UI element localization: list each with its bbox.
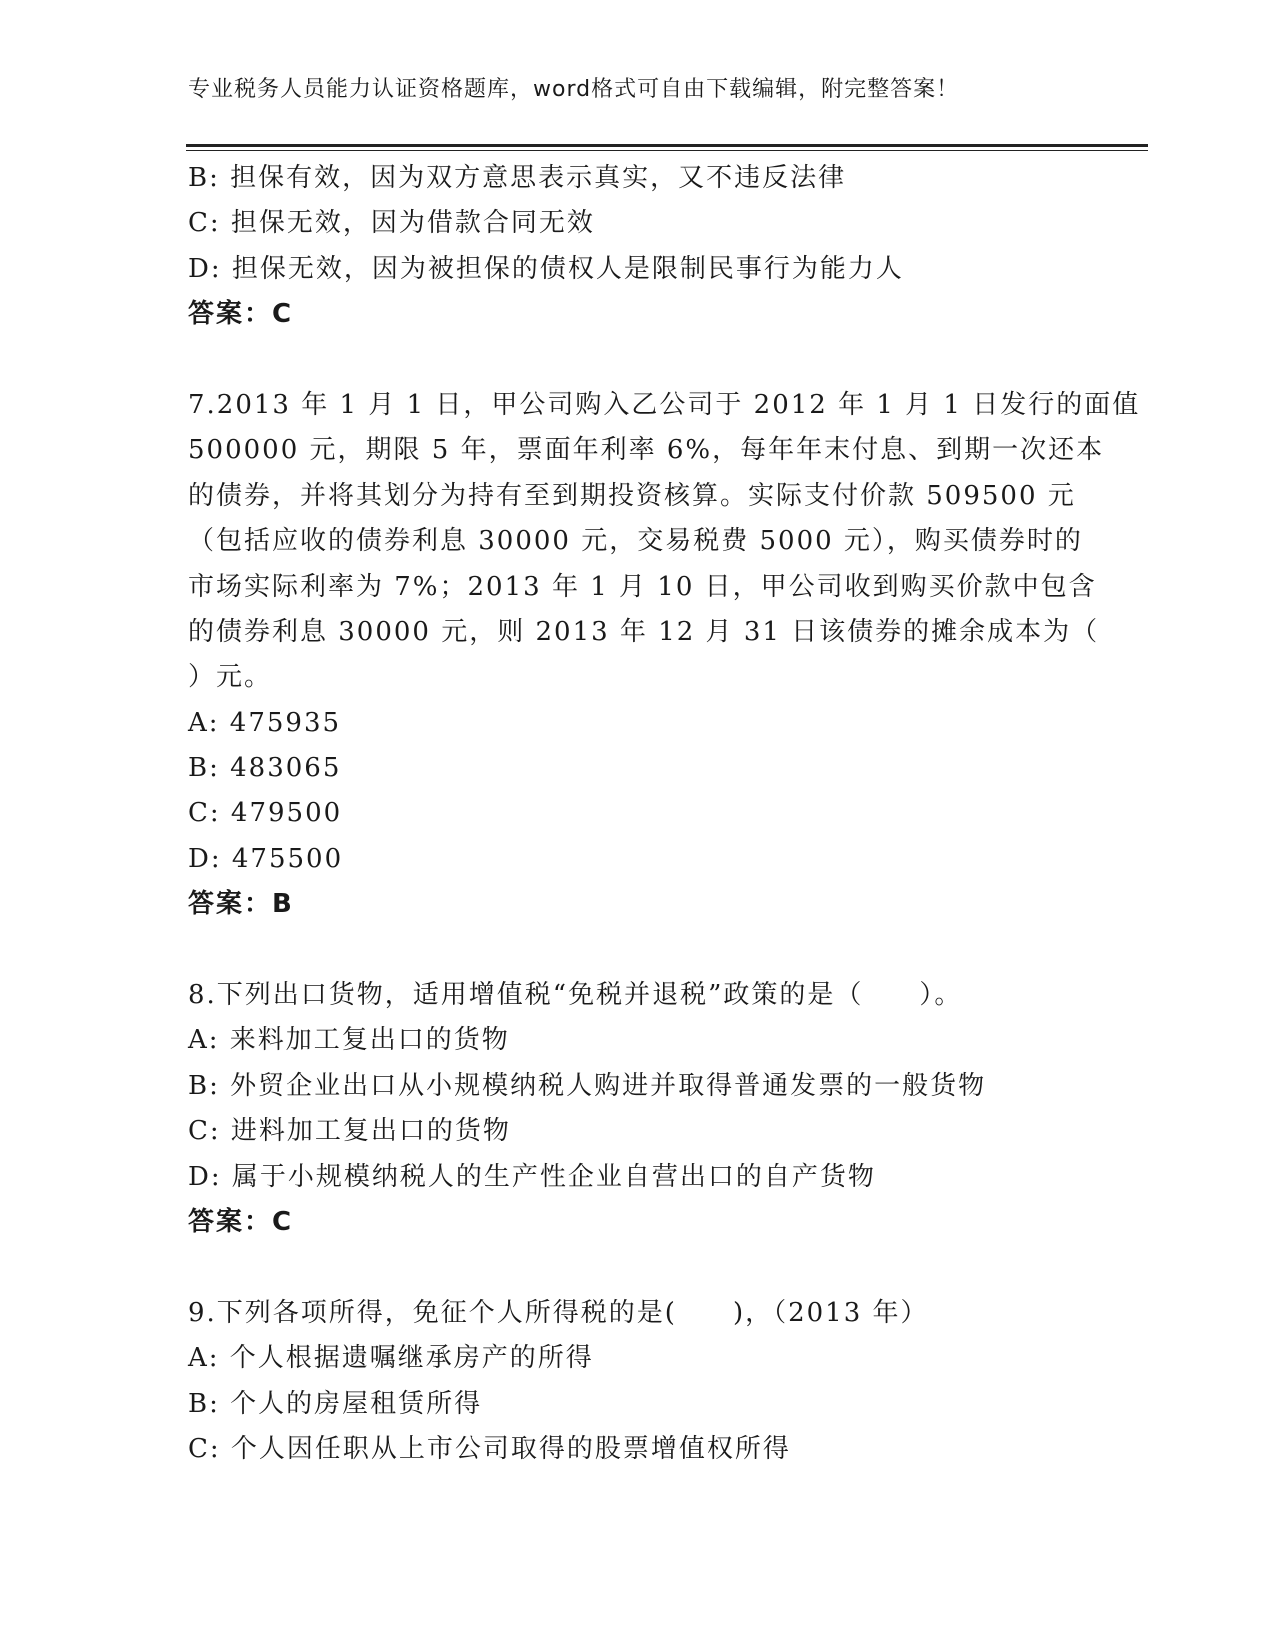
spacer xyxy=(188,1245,1088,1290)
page-header: 专业税务人员能力认证资格题库，word格式可自由下载编辑，附完整答案！ xyxy=(188,77,960,102)
question-6-continued xyxy=(188,156,1088,338)
q7-stem-line: 的债券利息 30000 元，则 2013 年 12 月 31 日该债券的摊余成本为（ xyxy=(188,616,1100,647)
q7-option-a: A: 475935 xyxy=(188,707,342,738)
q9-stem: 9.下列各项所得，免征个人所得税的是( )，（2013 年） xyxy=(188,1297,929,1328)
q6-option-c: C: 担保无效，因为借款合同无效 xyxy=(188,208,595,239)
q6-option-b: B: 担保有效，因为双方意思表示真实，又不违反法律 xyxy=(188,163,847,193)
q7-option-b: B: 483065 xyxy=(188,753,342,784)
q7-stem-line: 的债券，并将其划分为持有至到期投资核算。实际支付价款 509500 元 xyxy=(188,480,1076,511)
q7-answer: 答案：B xyxy=(188,889,294,920)
q8-option-a: A: 来料加工复出口的货物 xyxy=(188,1025,510,1056)
q7-stem-line: 7.2013 年 1 月 1 日，甲公司购入乙公司于 2012 年 1 月 1 日发行的面值 xyxy=(188,389,1141,420)
q8-stem: 8.下列出口货物，适用增值税“免税并退税”政策的是（ ）。 xyxy=(188,980,963,1011)
q7-option-c: C: 479500 xyxy=(188,798,343,829)
q7-stem-line: 500000 元，期限 5 年，票面年利率 6%，每年年末付息、到期一次还本 xyxy=(188,435,1105,466)
header-divider xyxy=(186,144,1148,147)
q6-answer: 答案：C xyxy=(188,299,294,330)
question-8 xyxy=(188,973,1088,1245)
q7-option-d: D: 475500 xyxy=(188,843,344,874)
q6-option-d: D: 担保无效，因为被担保的债权人是限制民事行为能力人 xyxy=(188,253,904,284)
q7-stem-line: 市场实际利率为 7%；2013 年 1 月 10 日，甲公司收到购买价款中包含 xyxy=(188,571,1097,602)
q8-option-c: C: 进料加工复出口的货物 xyxy=(188,1116,511,1147)
spacer xyxy=(188,928,1088,973)
q7-stem-line: （包括应收的债券利息 30000 元，交易税费 5000 元），购买债券时的 xyxy=(188,526,1083,557)
question-7 xyxy=(188,383,1141,928)
q9-option-b: B: 个人的房屋租赁所得 xyxy=(188,1388,483,1419)
q7-stem-line: ）元。 xyxy=(188,662,273,693)
q8-option-d: D: 属于小规模纳税人的生产性企业自营出口的自产货物 xyxy=(188,1161,876,1192)
document-body xyxy=(188,156,1141,1472)
q9-option-c: C: 个人因任职从上市公司取得的股票增值权所得 xyxy=(188,1433,791,1464)
q9-option-a: A: 个人根据遗嘱继承房产的所得 xyxy=(188,1343,594,1374)
q8-option-b: B: 外贸企业出口从小规模纳税人购进并取得普通发票的一般货物 xyxy=(188,1070,987,1101)
question-9 xyxy=(188,1291,1088,1473)
q8-answer: 答案：C xyxy=(188,1206,294,1237)
spacer xyxy=(188,338,1088,383)
